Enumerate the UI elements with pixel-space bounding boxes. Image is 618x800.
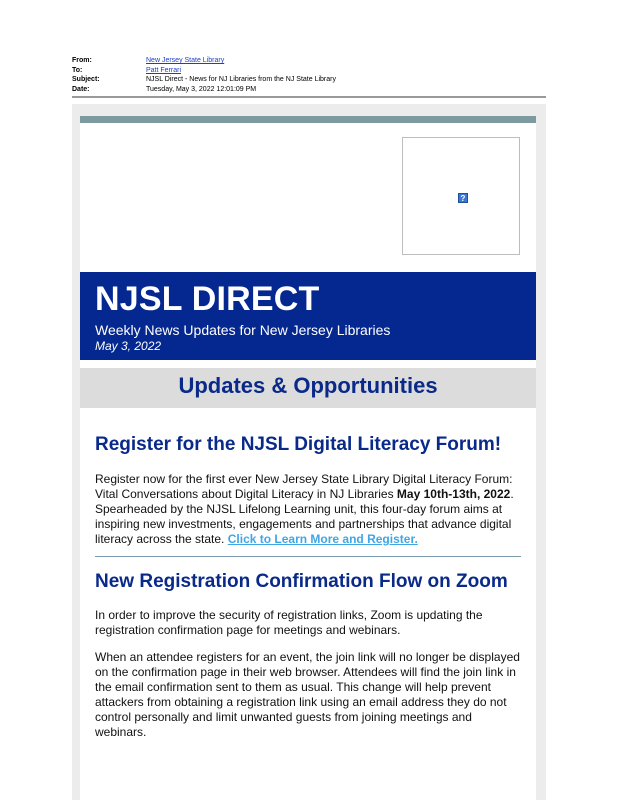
article1-text-a: Register now for the first ever New Jersey State Library Digital Literacy Forum: Vital Conversations about Digital Literacy in NJ Libraries	[95, 472, 513, 501]
from-label: From:	[72, 57, 92, 64]
email-header	[72, 56, 336, 94]
from-link[interactable]: New Jersey State Library	[146, 57, 225, 64]
article1-text-b: . Spearheaded by the NJSL Lifelong Learning unit, this four-day forum aims at inspiring new investments, engagements and partnerships that advance digital literacy across the state.	[95, 487, 514, 546]
section-title: Updates & Opportunities	[178, 373, 438, 398]
masthead-title: NJSL DIRECT	[95, 280, 320, 318]
masthead-banner	[80, 272, 536, 360]
to-link[interactable]: Patt Ferrari	[146, 66, 182, 74]
section-header	[80, 368, 536, 408]
date-value: Tuesday, May 3, 2022 12:01:09 PM	[146, 85, 257, 93]
image-placeholder	[402, 137, 520, 255]
article1-body	[95, 472, 525, 547]
newsletter-card	[80, 116, 536, 800]
article1-event-dates: May 10th-13th, 2022	[396, 487, 511, 501]
article1-heading: Register for the NJSL Digital Literacy Forum!	[95, 434, 502, 455]
masthead-date: May 3, 2022	[95, 339, 162, 353]
subject-value: NJSL Direct - News for NJ Libraries from the NJ State Library	[146, 76, 336, 83]
masthead-subtitle: Weekly News Updates for New Jersey Libraries	[95, 322, 391, 338]
header-divider	[72, 96, 546, 98]
subject-label: Subject:	[72, 76, 100, 83]
article2-para1: In order to improve the security of registration links, Zoom is updating the registration confirmation page for meetings and webinars.	[95, 608, 483, 637]
article2-heading: New Registration Confirmation Flow on Zoom	[95, 571, 508, 592]
register-link[interactable]: Click to Learn More and Register.	[227, 532, 418, 546]
article-divider	[95, 556, 521, 557]
broken-image-icon: ?	[458, 193, 468, 203]
article2-para2: When an attendee registers for an event, the join link will no longer be displayed on the confirmation page in their web browser. Attendees will find the join link in the email confirmation sent to them as usual. This change will help prevent attackers from obtaining a registration link using an email address they do not control personally and limit unwanted guests from joining meetings and webinars.	[95, 650, 520, 739]
date-label: Date:	[72, 85, 90, 93]
to-label: To:	[72, 66, 83, 74]
top-accent-bar	[80, 116, 536, 123]
